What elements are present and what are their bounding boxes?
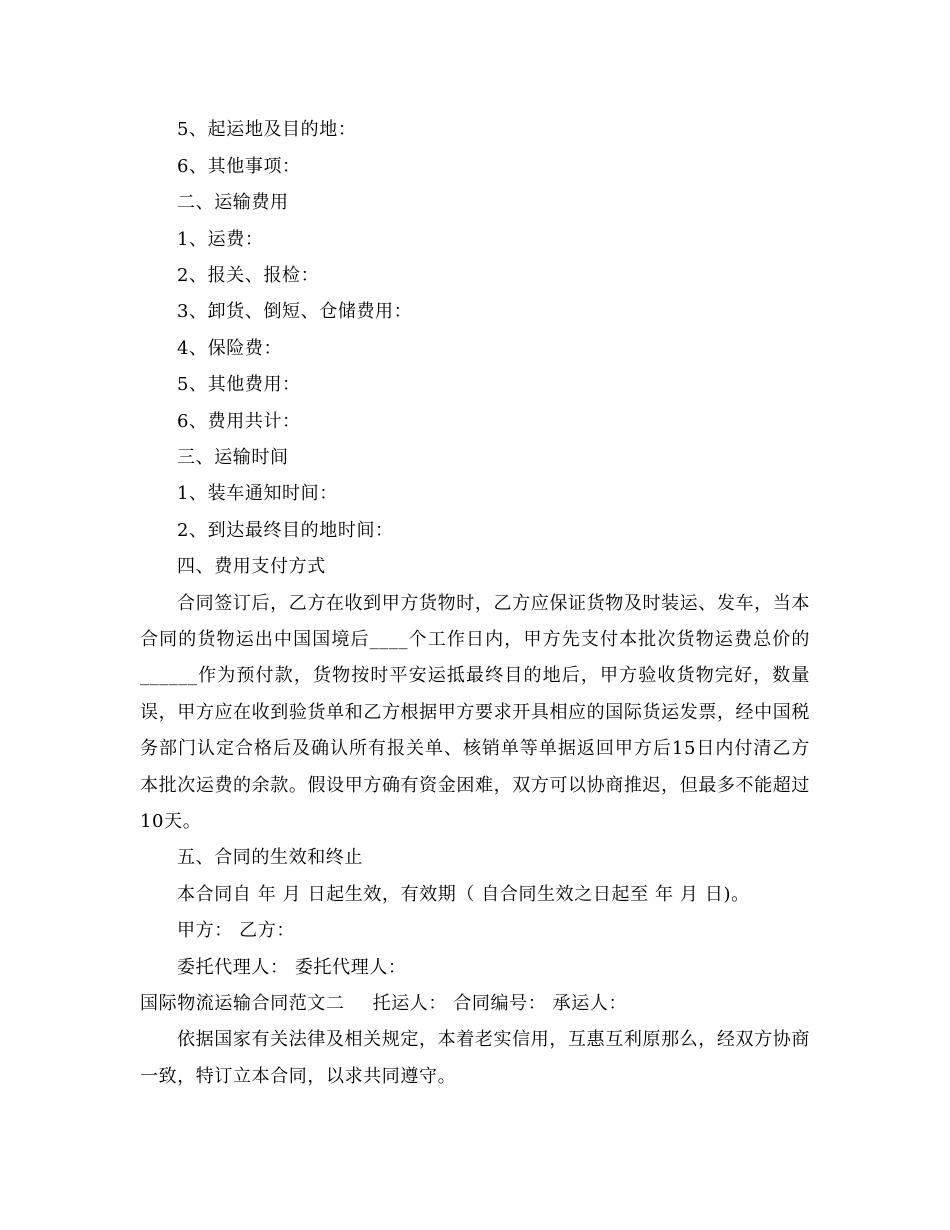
party-signatures: 甲方： 乙方：	[177, 920, 295, 941]
paragraph-line: 误，甲方应在收到验货单和乙方根据甲方要求开具相应的国际货运发票，经中国税	[140, 702, 810, 723]
paragraph-line: 合同签订后，乙方在收到甲方货物时，乙方应保证货物及时装运、发车，当本	[177, 593, 810, 614]
item-customs-inspection: 2、报关、报检：	[177, 265, 320, 286]
section-heading-transport-fees: 二、运输费用	[177, 192, 289, 213]
paragraph-line: 合同的货物运出中国国境后____个工作日内，甲方先支付本批次货物运费总价的	[140, 629, 810, 650]
section-heading-transport-time: 三、运输时间	[177, 447, 289, 468]
item-insurance-fee: 4、保险费：	[177, 338, 283, 359]
paragraph-line: 10天。	[140, 811, 202, 832]
validity-clause: 本合同自 年 月 日起生效，有效期（ 自合同生效之日起至 年 月 日)。	[177, 884, 750, 905]
agent-signatures: 委托代理人： 委托代理人：	[177, 957, 407, 978]
paragraph-line: ______作为预付款，货物按时平安运抵最终目的地后，甲方验收货物完好，数量	[140, 665, 810, 686]
second-contract-fields: 托运人： 合同编号： 承运人：	[372, 993, 628, 1014]
paragraph-line: 务部门认定合格后及确认所有报关单、核销单等单据返回甲方后15日内付清乙方	[140, 738, 810, 759]
item-loading-notice-time: 1、装车通知时间：	[177, 483, 338, 504]
item-unloading-storage-fees: 3、卸货、倒短、仓储费用：	[177, 301, 413, 322]
item-origin-destination: 5、起运地及目的地：	[177, 119, 357, 140]
paragraph-line: 一致，特订立本合同，以求共同遵守。	[140, 1066, 457, 1087]
item-arrival-time: 2、到达最终目的地时间：	[177, 520, 394, 541]
paragraph-line: 本批次运费的余款。假设甲方确有资金困难，双方可以协商推迟，但最多不能超过	[140, 775, 810, 796]
item-other-fees: 5、其他费用：	[177, 374, 301, 395]
item-other-matters: 6、其他事项：	[177, 156, 301, 177]
paragraph-line: 依据国家有关法律及相关规定，本着老实信用，互惠互利原那么，经双方协商	[177, 1029, 810, 1050]
item-total-fees: 6、费用共计：	[177, 411, 301, 432]
item-freight: 1、运费：	[177, 229, 264, 250]
second-contract-header	[140, 992, 627, 1016]
second-contract-title: 国际物流运输合同范文二	[140, 993, 345, 1014]
section-heading-payment-method: 四、费用支付方式	[177, 556, 326, 577]
section-heading-effect-termination: 五、合同的生效和终止	[177, 847, 363, 868]
